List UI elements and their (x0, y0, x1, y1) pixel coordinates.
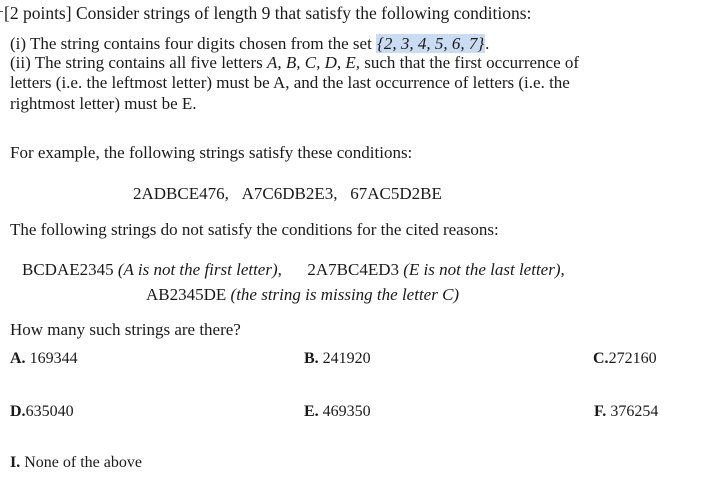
invalid-example: 2A7BC4ED3 (307, 260, 400, 279)
invalid-intro: The following strings do not satisfy the conditions for the cited reasons: (10, 220, 499, 239)
example-intro: For example, the following strings satisfy these conditions: (10, 143, 413, 162)
answer-option-e[interactable] (304, 402, 371, 422)
answer-option-d[interactable] (10, 402, 74, 422)
invalid-examples-row-2 (146, 285, 459, 305)
margin-mark (0, 11, 3, 12)
invalid-example: AB2345DE (146, 285, 227, 304)
answer-option-f[interactable] (594, 402, 658, 422)
condition-2-suffix: such that the first occurrence of (360, 53, 580, 72)
condition-2-line-1 (10, 53, 579, 73)
answer-value: 635040 (25, 403, 74, 420)
invalid-reason: (A is not the first letter), (117, 260, 282, 279)
question-prompt: How many such strings are there? (10, 320, 241, 339)
valid-example: 67AC5D2BE (350, 184, 442, 203)
question-header: [2 points] Consider strings of length 9 that satisfy the following conditions: (4, 3, 532, 23)
condition-1-suffix: . (485, 34, 490, 53)
answer-option-i[interactable] (10, 453, 142, 473)
answer-label: I. (10, 454, 21, 471)
answer-value: 376254 (610, 403, 659, 420)
answer-label: C. (593, 350, 609, 367)
answer-option-a[interactable] (10, 349, 78, 369)
answer-label: F. (594, 403, 607, 420)
condition-1 (10, 34, 489, 54)
condition-2-line-2: letters (i.e. the leftmost letter) must be A, and the last occurrence of letters (i.e. the (10, 73, 570, 92)
answer-value: None of the above (24, 454, 142, 471)
letter-set: A, B, C, D, E, (266, 53, 361, 72)
valid-example: A7C6DB2E3, (241, 184, 338, 203)
condition-2-prefix: (ii) The string contains all five letters (10, 53, 267, 72)
answer-value: 469350 (322, 403, 371, 420)
invalid-examples-row-1 (22, 260, 565, 280)
invalid-reason: (the string is missing the letter C) (230, 285, 460, 304)
answer-label: E. (304, 403, 319, 420)
answer-label: D. (10, 403, 26, 420)
answer-option-b[interactable] (304, 349, 371, 369)
invalid-example: BCDAE2345 (22, 260, 114, 279)
valid-example: 2ADBCE476, (133, 184, 229, 203)
valid-examples (133, 184, 442, 204)
answer-label: A. (10, 350, 26, 367)
answer-option-c[interactable] (593, 349, 657, 369)
answer-label: B. (304, 350, 319, 367)
answer-value: 241920 (322, 350, 371, 367)
invalid-reason: (E is not the last letter), (403, 260, 565, 279)
digit-set: {2, 3, 4, 5, 6, 7} (377, 34, 485, 53)
condition-2-line-3: rightmost letter) must be E. (10, 94, 197, 113)
condition-1-prefix: (i) The string contains four digits chosen from the set (10, 34, 377, 53)
answer-value: 272160 (608, 350, 657, 367)
answer-value: 169344 (29, 350, 78, 367)
